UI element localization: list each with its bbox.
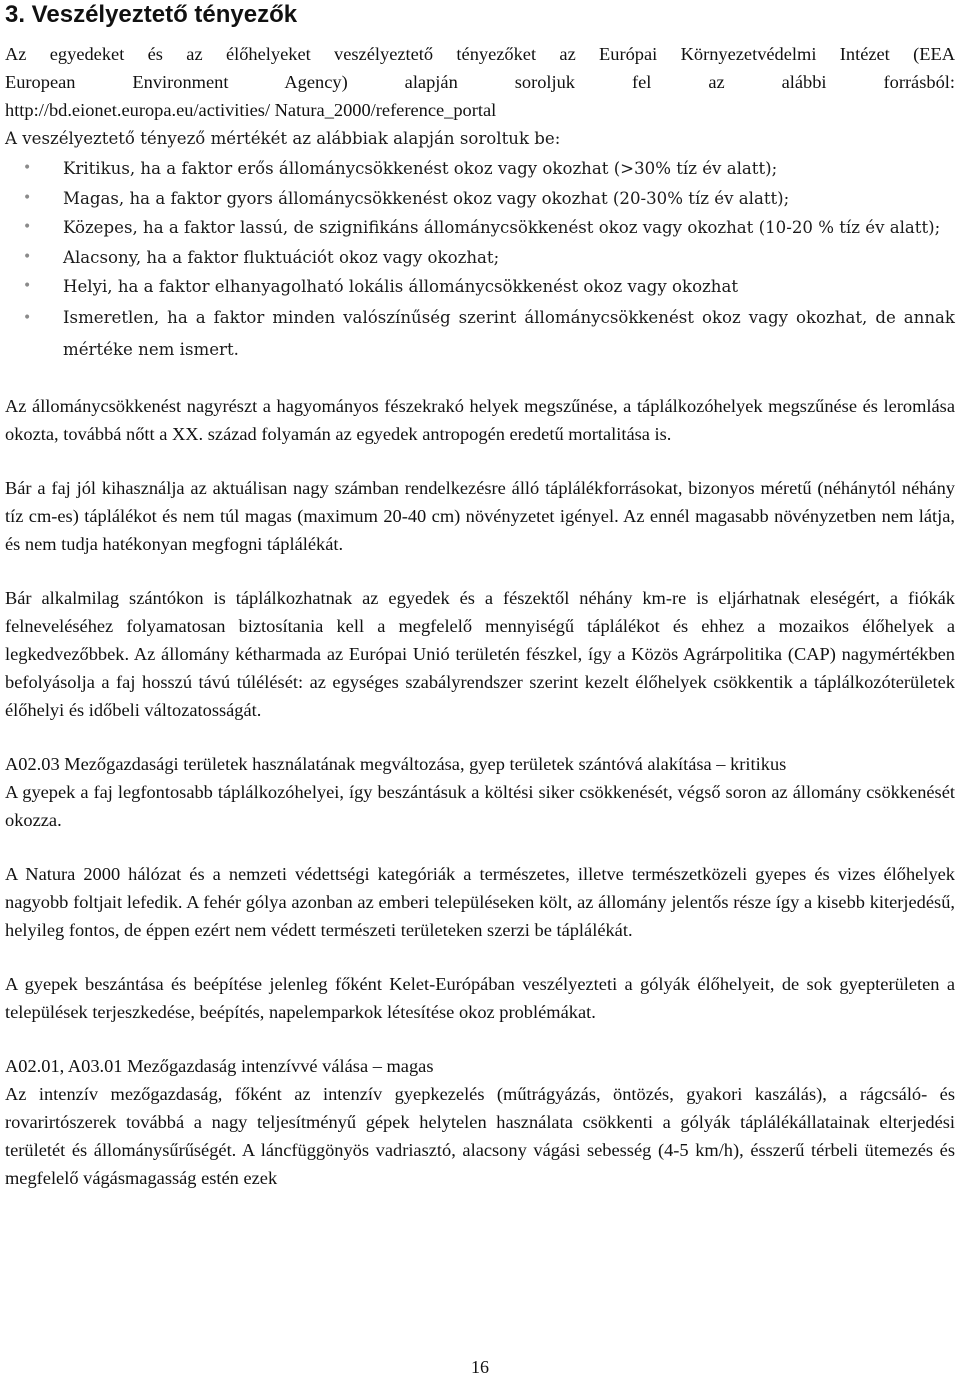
section-title: 3. Veszélyeztető tényezők: [5, 1, 298, 28]
bullet-icon: •: [23, 160, 32, 176]
document-page: [5, 0, 955, 1192]
list-item: • Kritikus, ha a faktor erős állománycsökkenést okoz vagy okozhat (>30% tíz év alatt);: [5, 154, 955, 184]
paragraph-intensive-agriculture: Az intenzív mezőgazdaság, főként az intenzív gyepkezelés (műtrágyázás, öntözés, gyakori kaszálás), a rágcsáló- és rovarirtószerek továbbá a nagy teljesítményű gépek helytelen használata csökkenti a gólyák táplálékállatainak elterjedési területét és állománysűrűségét. A láncfüggönyös vadriasztó, alacsony vágási sebesség (4-5 km/h), ésszerű térbeli ütemezés és megfelelő vágásmagasság estén ezek: [5, 1083, 955, 1188]
threat-heading-a0201: A02.01, A03.01 Mezőgazdaság intenzívvé válása – magas: [5, 1055, 434, 1076]
list-item: • Közepes, ha a faktor lassú, de szignifikáns állománycsökkenést okoz vagy okozhat (10-20 % tíz év alatt);: [5, 213, 955, 243]
list-item: • Alacsony, ha a faktor fluktuációt okoz vagy okozhat;: [5, 243, 955, 273]
list-item: • Ismeretlen, ha a faktor minden valószínűség szerint állománycsökkenést okoz vagy okozhat, de annak mértéke nem ismert.: [5, 302, 955, 366]
intro-line-4: A veszélyeztető tényező mértékét az alábbiak alapján soroltuk be:: [5, 129, 561, 148]
intro-line-2: European Environment Agency) alapján soroljuk fel az alábbi forrásból:: [5, 72, 955, 92]
paragraph-grassland: A gyepek a faj legfontosabb táplálkozóhelyei, így beszántásuk a költési siker csökkenését, végső soron az állomány csökkenését okozza.: [5, 781, 955, 830]
source-url: http://bd.eionet.europa.eu/activities/ Natura_2000/reference_portal: [5, 100, 497, 120]
bullet-icon: •: [23, 248, 32, 265]
paragraph-grassland-ploughing: A gyepek beszántása és beépítése jelenleg főként Kelet-Európában veszélyezteti a gólyák élőhelyeit, de sok gyepterületen a települések terjeszkedése, beépítés, napelemparkok létesítése okoz problémákat.: [5, 973, 955, 1022]
intro-line-1: Az egyedeket és az élőhelyeket veszélyeztető tényezőket az Európai Környezetvédelmi Intézet (EEA: [5, 44, 955, 64]
paragraph-food-sources: Bár a faj jól kihasználja az aktuálisan nagy számban rendelkezésre álló táplálékforrásokat, bizonyos méretű (néhánytól néhány tíz cm-es) táplálékot és nem túl magas (maximum 20-40 cm) növényzetet igényel. Az ennél magasabb növényzetben nem látja, és nem tudja hatékonyan megfogni táplálékát.: [5, 477, 955, 554]
threat-heading-a0203: A02.03 Mezőgazdasági területek használatának megváltozása, gyep területek szántóvá alakítása – kritikus: [5, 753, 787, 774]
page-number: 16: [471, 1357, 489, 1377]
bullet-icon: •: [23, 189, 32, 206]
paragraph-feeding-habitat: Bár alkalmilag szántókon is táplálkozhatnak az egyedek és a fészektől néhány km-re is eljárhatnak eleségért, a fiókák felneveléséhez folyamatosan biztosítania kell a megfelelő mennyiségű táplálékot és ehhez a mozaikos élőhelyek a legkedvezőbbek. Az állomány kétharmada az Európai Unió területén fészkel, így a Közös Agrárpolitika (CAP) nagymértékben befolyásolja a faj hosszú távú túlélését: az egységes szabályrendszer szerint kezelt élőhelyek csökkentik a táplálkozóterületek élőhelyi és időbeli változatosságát.: [5, 587, 955, 720]
bullet-icon: •: [23, 309, 32, 326]
bullet-icon: •: [23, 219, 32, 235]
list-item: • Helyi, ha a faktor elhanyagolható lokális állománycsökkenést okoz vagy okozhat: [5, 272, 955, 302]
list-item: • Magas, ha a faktor gyors állománycsökkenést okoz vagy okozhat (20-30% tíz év alatt);: [5, 184, 955, 214]
bullet-icon: •: [23, 278, 32, 294]
paragraph-decline-causes: Az állománycsökkenést nagyrészt a hagyományos fészekrakó helyek megszűnése, a táplálkozóhelyek megszűnése és leromlása okozta, továbbá nőtt a XX. század folyamán az egyedek antropogén eredetű mortalitása is.: [5, 395, 955, 444]
paragraph-natura-2000: A Natura 2000 hálózat és a nemzeti védettségi kategóriák a természetes, illetve természetközeli gyepes és vizes élőhelyek nagyobb foltjait lefedik. A fehér gólya azonban az emberi településeken költ, az állomány jelentős része így a kisebb kiterjedésű, helyileg fontos, de éppen ezért nem védett természeti területeken szerzi be táplálékát.: [5, 863, 955, 940]
severity-list: [5, 154, 955, 366]
